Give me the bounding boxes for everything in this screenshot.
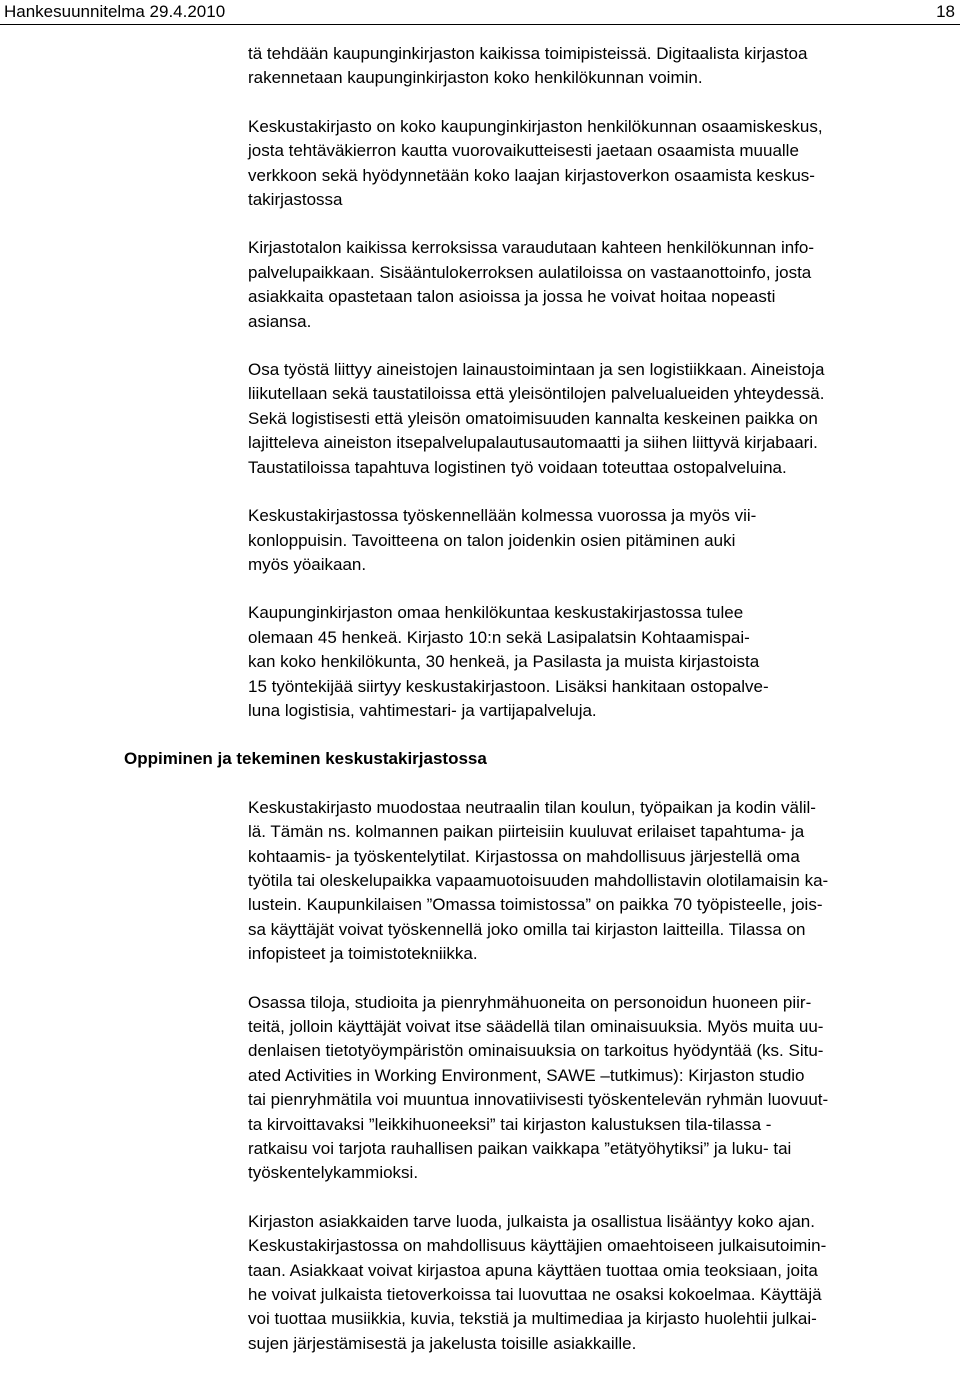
section-heading: Oppiminen ja tekeminen keskustakirjastossa (124, 749, 487, 769)
text-line: tä tehdään kaupunginkirjaston kaikissa toimipisteissä. Digitaalista kirjastoa (248, 44, 808, 63)
text-line: Keskustakirjastossa on mahdollisuus käyttäjien omaehtoiseen julkaisutoimin- (248, 1236, 827, 1256)
text-line: Kirjaston asiakkaiden tarve luoda, julkaista ja osallistua lisääntyy koko ajan. (248, 1211, 815, 1231)
text-line: olemaan 45 henkeä. Kirjasto 10:n sekä Lasipalatsin Kohtaamispai- (248, 627, 750, 647)
text-line: luna logistisia, vahtimestari- ja vartijapalveluja. (248, 700, 597, 720)
paragraph (248, 504, 960, 577)
paragraph (248, 991, 960, 1186)
text-line: tai pienryhmätila voi muuntua innovatiivisesti työskentelevän ryhmän luovuut- (248, 1090, 829, 1110)
text-line: sa käyttäjät voivat työskennellä joko omilla tai kirjaston laitteilla. Tilassa on (248, 919, 806, 939)
paragraph (248, 236, 960, 334)
text-line: työtila tai oleskelupaikka vapaamuotoisuuden mahdollistavin olotilamaisin ka- (248, 870, 829, 890)
page-number: 18 (936, 2, 955, 21)
header-divider (0, 24, 960, 25)
paragraph-group-top (0, 42, 960, 723)
text-line: lä. Tämän ns. kolmannen paikan piirteisiin kuuluvat erilaiset tapahtuma- ja (248, 822, 805, 842)
text-line: ta kirvoittavaksi ”leikkihuoneeksi” tai kirjaston kalustuksen tila-tilassa - (248, 1114, 772, 1134)
text-line: takirjastossa (248, 190, 343, 210)
text-line: Keskustakirjastossa työskennellään kolmessa vuorossa ja myös vii- (248, 506, 757, 526)
text-line: Sekä logistisesti että yleisön omatoimisuuden kannalta keskeinen paikka on (248, 408, 818, 428)
text-line: denlaisen tietotyöympäristön ominaisuuksia on tarkoitus hyödyntää (ks. Situ- (248, 1041, 824, 1061)
text-line: voi tuottaa musiikkia, kuvia, tekstiä ja multimediaa ja kirjasto huolehtii julkai- (248, 1309, 817, 1329)
text-line: konloppuisin. Tavoitteena on talon joidenkin osien pitäminen auki (248, 530, 736, 550)
text-line: sujen järjestämisestä ja jakelusta toisille asiakkaille. (248, 1333, 637, 1353)
paragraph (248, 42, 960, 91)
text-line: Osassa tiloja, studioita ja pienryhmähuoneita on personoidun huoneen piir- (248, 992, 812, 1012)
text-line: asiakkaita opastetaan talon asioissa ja jossa he voivat hoitaa nopeasti (248, 287, 776, 307)
text-line: kan koko henkilökunta, 30 henkeä, ja Pasilasta ja muista kirjastoista (248, 652, 760, 672)
text-line: Keskustakirjasto muodostaa neutraalin tilan koulun, työpaikan ja kodin välil- (248, 797, 816, 817)
paragraph-group-bottom (0, 796, 960, 1357)
text-line: josta tehtäväkierron kautta vuorovaikutteisesti jaetaan osaamista muualle (248, 141, 799, 161)
text-line: ratkaisu voi tarjota rauhallisen paikan vaikkapa ”etätyöhytiksi” ja luku- tai (248, 1139, 792, 1159)
paragraph (248, 115, 960, 213)
text-line: verkkoon sekä hyödynnetään koko laajan kirjastoverkon osaamista keskus- (248, 165, 815, 185)
paragraph (248, 601, 960, 723)
text-line: 15 työntekijää siirtyy keskustakirjastoon. Lisäksi hankitaan ostopalve- (248, 676, 769, 696)
text-line: rakennetaan kaupunginkirjaston koko henkilökunnan voimin. (248, 68, 703, 88)
page-header (0, 0, 960, 26)
text-line: Osa työstä liittyy aineistojen lainaustoimintaan ja sen logistiikkaan. Aineistoja (248, 360, 825, 380)
document-body (0, 42, 960, 1380)
text-line: Kaupunginkirjaston omaa henkilökuntaa keskustakirjastossa tulee (248, 603, 744, 623)
text-line: työskentelykammioksi. (248, 1163, 419, 1183)
text-line: kohtaamis- ja työskentelytilat. Kirjastossa on mahdollisuus järjestellä oma (248, 846, 800, 866)
text-line: he voivat julkaista tietoverkoissa tai luovuttaa ne osaksi kokoelmaa. Käyttäjä (248, 1285, 822, 1305)
paragraph (248, 358, 960, 480)
text-line: infopisteet ja toimistotekniikka. (248, 944, 478, 964)
text-line: myös yöaikaan. (248, 554, 367, 574)
text-line: Kirjastotalon kaikissa kerroksissa varaudutaan kahteen henkilökunnan info- (248, 238, 815, 258)
text-line: lajitteleva aineiston itsepalvelupalautusautomaatti ja siihen liittyvä kirjabaari. (248, 433, 818, 453)
text-line: asiansa. (248, 311, 312, 331)
text-line: taan. Asiakkaat voivat kirjastoa apuna käyttäen tuottaa omia teoksiaan, joita (248, 1260, 818, 1280)
document-title: Hankesuunnitelma 29.4.2010 (4, 2, 226, 21)
text-line: lustein. Kaupunkilaisen ”Omassa toimistossa” on paikka 70 työpisteelle, jois- (248, 895, 823, 915)
text-line: teitä, jolloin käyttäjät voivat itse säädellä tilan ominaisuuksia. Myös muita uu- (248, 1017, 824, 1036)
paragraph (248, 796, 960, 967)
text-line: ated Activities in Working Environment, SAWE –tutkimus): Kirjaston studio (248, 1065, 805, 1085)
text-line: Keskustakirjasto on koko kaupunginkirjaston henkilökunnan osaamiskeskus, (248, 116, 823, 136)
text-line: Taustatiloissa tapahtuva logistinen työ voidaan toteuttaa ostopalveluina. (248, 457, 787, 477)
text-line: palvelupaikkaan. Sisääntulokerroksen aulatiloissa on vastaanottoinfo, josta (248, 262, 812, 282)
paragraph (248, 1210, 960, 1356)
text-line: liikutellaan sekä taustatiloissa että yleisöntilojen palvelualueiden yhteydessä. (248, 384, 825, 404)
